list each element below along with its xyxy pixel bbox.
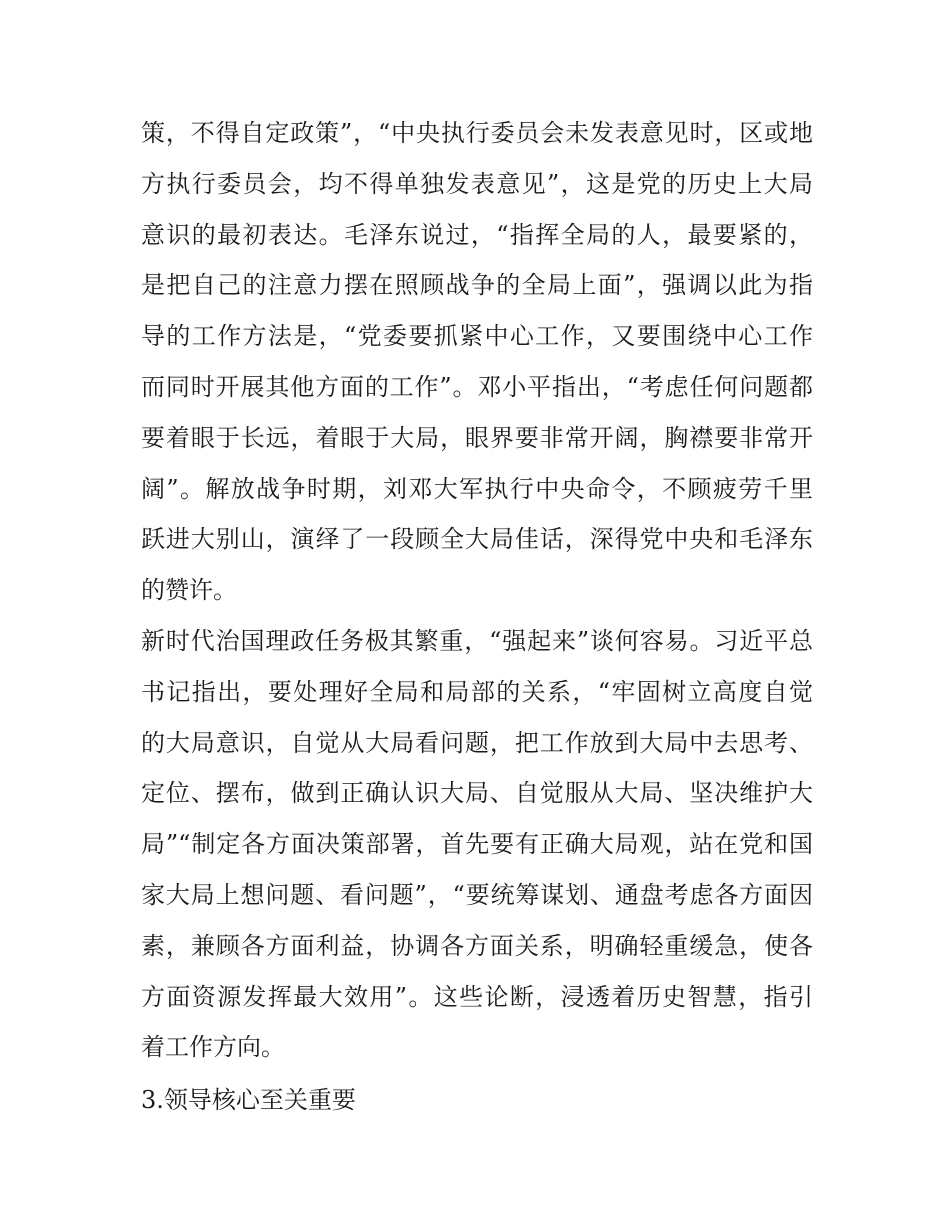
paragraph-line: 跃进大别山，演绎了一段顾全大局佳话，深得党中央和毛泽东 <box>141 525 813 554</box>
document-body <box>141 108 813 1126</box>
paragraph-line: 要着眼于长远，着眼于大局，眼界要非常开阔，胸襟要非常开 <box>141 423 813 452</box>
paragraph-line: 策，不得自定政策”，“中央执行委员会未发表意见时，区或地 <box>141 119 813 147</box>
paragraph-1 <box>141 108 813 616</box>
paragraph-line: 定位、摆布，做到正确认识大局、自觉服从大局、坚决维护大 <box>141 779 813 808</box>
paragraph-line: 素，兼顾各方面利益，协调各方面关系，明确轻重缓急，使各 <box>141 931 813 960</box>
paragraph-line: 的赞许。 <box>141 576 237 605</box>
paragraph-line: 方面资源发挥最大效用”。这些论断，浸透着历史智慧，指引 <box>141 982 813 1011</box>
section-heading: 3.领导核心至关重要 <box>141 1086 356 1115</box>
paragraph-2 <box>141 616 813 1073</box>
paragraph-line: 着工作方向。 <box>141 1033 285 1062</box>
paragraph-line: 导的工作方法是，“党委要抓紧中心工作，又要围绕中心工作 <box>141 322 813 351</box>
paragraph-line: 是把自己的注意力摆在照顾战争的全局上面”，强调以此为指 <box>141 271 813 300</box>
paragraph-line: 意识的最初表达。毛泽东说过，“指挥全局的人，最要紧的， <box>141 220 813 249</box>
paragraph-line: 而同时开展其他方面的工作”。邓小平指出，“考虑任何问题都 <box>141 372 813 401</box>
paragraph-line: 书记指出，要处理好全局和局部的关系，“牢固树立高度自觉 <box>141 677 813 706</box>
paragraph-line: 方执行委员会，均不得单独发表意见”，这是党的历史上大局 <box>141 169 813 198</box>
paragraph-line: 阔”。解放战争时期，刘邓大军执行中央命令，不顾疲劳千里 <box>141 474 813 503</box>
paragraph-line: 局”“制定各方面决策部署，首先要有正确大局观，站在党和国 <box>141 830 813 859</box>
paragraph-line: 的大局意识，自觉从大局看问题，把工作放到大局中去思考、 <box>141 728 813 757</box>
paragraph-line: 家大局上想问题、看问题”，“要统筹谋划、通盘考虑各方面因 <box>141 880 813 909</box>
paragraph-line: 新时代治国理政任务极其繁重，“强起来”谈何容易。习近平总 <box>141 626 813 655</box>
